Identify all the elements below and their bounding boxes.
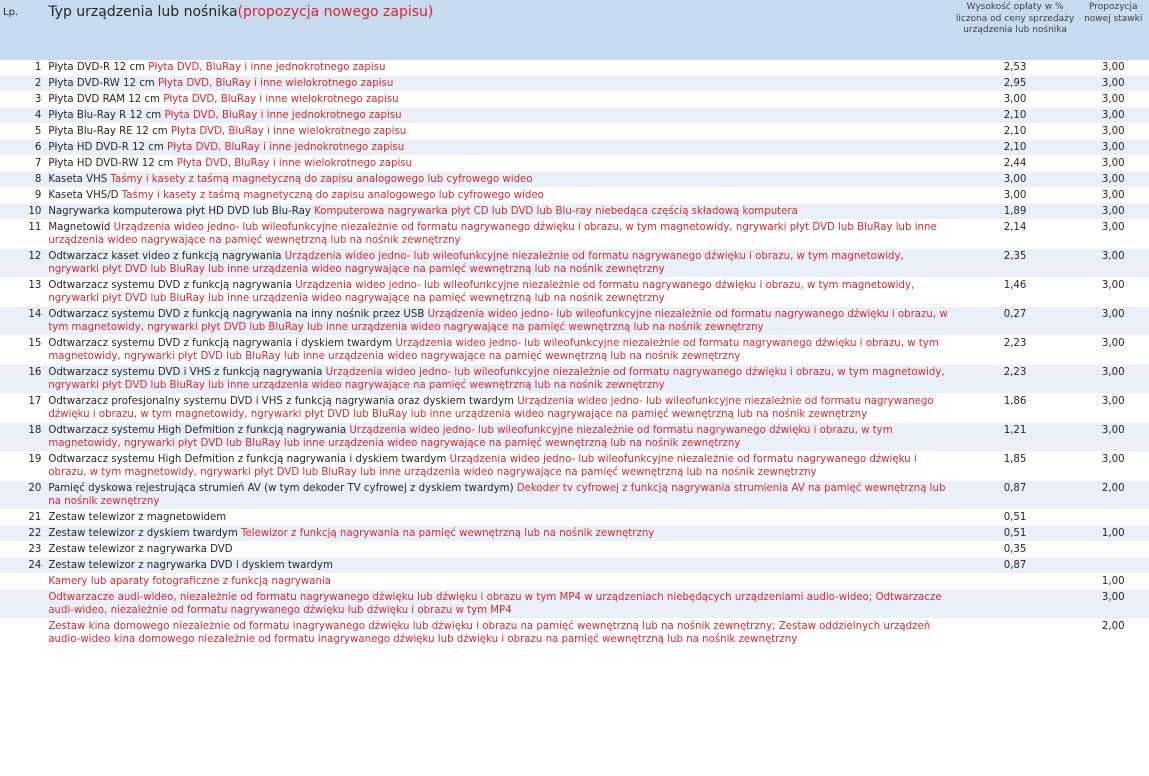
row-lp: 4 — [0, 108, 45, 124]
row-proposal: 3,00 — [1077, 204, 1149, 220]
row-proposal: 3,00 — [1077, 108, 1149, 124]
row-device-name: Zestaw telewizor z magnetowidem — [48, 512, 227, 523]
row-device-name: Odtwarzacz systemu DVD z funkcją nagrywania na inny nośnik przez USB — [48, 309, 428, 320]
row-proposal: 2,00 — [1077, 481, 1149, 510]
row-lp: 18 — [0, 423, 45, 452]
row-lp: 23 — [0, 542, 45, 558]
row-fee: 0,87 — [953, 558, 1078, 574]
row-proposal — [1077, 510, 1149, 526]
row-description — [45, 336, 952, 365]
row-proposal: 3,00 — [1077, 590, 1149, 619]
row-proposal: 3,00 — [1077, 60, 1149, 76]
table-row — [0, 590, 1149, 619]
row-fee: 2,95 — [953, 76, 1078, 92]
table-row — [0, 278, 1149, 307]
table-body — [0, 60, 1149, 648]
row-proposal: 3,00 — [1077, 124, 1149, 140]
row-proposal: 3,00 — [1077, 92, 1149, 108]
row-new-entry-note: Zestaw kina domowego niezależnie od formatu inagrywanego dźwięku lub dźwięku i obrazu na pamięć wewnętrzną lub na nośnik zewnętrzny; Zestaw oddzielnych urządzeń audio-wideo kina domowego niezależnie od formatu inagrywanego dźwięku lub dźwięku i obrazu na pamięć wewnętrzną lub na nośnik zewnętrzny — [48, 621, 931, 645]
table-row — [0, 188, 1149, 204]
row-lp — [0, 619, 45, 648]
row-lp: 3 — [0, 92, 45, 108]
row-lp: 24 — [0, 558, 45, 574]
row-new-entry-note: Urządzenia wideo jedno- lub wileofunkcyjne niezależnie od formatu nagrywanego dźwięku i obrazu, w tym magnetowidy, ngrywarki płyt DVD lub BluRay lub inne urządzenia wideo nagrywające na pamięć wewnętrzną lub na nośnik zewnętrzny — [48, 309, 948, 333]
row-device-name: Odtwarzacz systemu DVD z funkcją nagrywania i dyskiem twardym — [48, 338, 396, 349]
row-proposal: 1,00 — [1077, 574, 1149, 590]
row-new-entry-note: Komputerowa nagrywarka płyt CD lub DVD lub Blu-ray niebedąca częścią składową komputera — [314, 206, 798, 217]
row-description — [45, 156, 952, 172]
table-row — [0, 574, 1149, 590]
row-description — [45, 423, 952, 452]
row-description — [45, 558, 952, 574]
row-fee: 2,10 — [953, 108, 1078, 124]
row-description — [45, 92, 952, 108]
row-proposal: 2,00 — [1077, 619, 1149, 648]
table-row — [0, 542, 1149, 558]
row-fee: 1,89 — [953, 204, 1078, 220]
row-device-name: Kaseta VHS — [48, 174, 111, 185]
row-new-entry-note: Urządzenia wideo jedno- lub wileofunkcyjne niezależnie od formatu nagrywanego dźwięku i obrazu, w tym magnetowidy, ngrywarki płyt DVD lub BluRay lub inne urządzenia wideo nagrywające na pamięć wewnętrzną lub na nośnik zewnętrzny — [48, 251, 904, 275]
row-lp: 9 — [0, 188, 45, 204]
row-new-entry-note: Urządzenia wideo jedno- lub wileofunkcyjne niezależnie od formatu nagrywanego dźwięku i obrazu, w tym magnetowidy, ngrywarki płyt DVD lub BluRay lub inne urządzenia wideo nagrywające na pamięć wewnętrzną lub na nośnik zewnętrzny — [48, 454, 917, 478]
row-description — [45, 452, 952, 481]
row-lp: 13 — [0, 278, 45, 307]
row-description — [45, 365, 952, 394]
row-lp: 21 — [0, 510, 45, 526]
header-title-text: Typ urządzenia lub nośnika — [48, 4, 238, 20]
table-row — [0, 423, 1149, 452]
row-proposal: 1,00 — [1077, 526, 1149, 542]
row-lp: 1 — [0, 60, 45, 76]
row-device-name: Odtwarzacz systemu High Defmition z funkcją nagrywania — [48, 425, 350, 436]
row-fee: 1,85 — [953, 452, 1078, 481]
row-new-entry-note: Odtwarzacze audi-wideo, niezależnie od formatu nagrywanego dźwięku lub dźwięku i obrazu w tym MP4 w urządzeniach niebędących urządzeniami audio-wideo; Odtwarzacze audi-wideo, niezależnie od formatu nagrywanego dźwięku lub dźwięku i obrazu w tym MP4 — [48, 592, 942, 616]
row-lp: 16 — [0, 365, 45, 394]
row-lp: 12 — [0, 249, 45, 278]
row-proposal: 3,00 — [1077, 188, 1149, 204]
row-proposal: 3,00 — [1077, 140, 1149, 156]
row-description — [45, 108, 952, 124]
row-new-entry-note: Urządzenia wideo jedno- lub wileofunkcyjne niezależnie od formatu nagrywanego dźwięku i obrazu, w tym magnetowidy, ngrywarki płyt DVD lub BluRay lub inne urządzenia wideo nagrywające na pamięć wewnętrzną lub na nośnik zewnętrzny — [48, 396, 934, 420]
row-proposal: 3,00 — [1077, 76, 1149, 92]
table-header-row — [0, 0, 1149, 60]
row-device-name: Magnetowid — [48, 222, 114, 233]
row-fee: 3,00 — [953, 188, 1078, 204]
row-lp: 5 — [0, 124, 45, 140]
row-fee: 2,23 — [953, 365, 1078, 394]
row-new-entry-note: Urządzenia wideo jedno- lub wileofunkcyjne niezależnie od formatu nagrywanego dźwięku i obrazu, w tym magnetowidy, ngrywarki płyt DVD lub BluRay lub inne urządzenia wideo nagrywające na pamięć wewnętrzną lub na nośnik zewnętrzny — [48, 425, 893, 449]
row-new-entry-note: Płyta DVD, BluRay i inne jednokrotnego zapisu — [148, 62, 386, 73]
table-row — [0, 220, 1149, 249]
row-lp — [0, 590, 45, 619]
row-new-entry-note: Płyta DVD, BluRay i inne wielokrotnego zapisu — [157, 78, 394, 89]
row-proposal: 3,00 — [1077, 172, 1149, 188]
row-new-entry-note: Płyta DVD, BluRay i inne wielokrotnego zapisu — [170, 126, 407, 137]
table-row — [0, 140, 1149, 156]
row-lp: 19 — [0, 452, 45, 481]
row-lp: 22 — [0, 526, 45, 542]
row-description — [45, 278, 952, 307]
row-lp — [0, 574, 45, 590]
table-row — [0, 619, 1149, 648]
row-fee: 2,23 — [953, 336, 1078, 365]
row-fee: 1,86 — [953, 394, 1078, 423]
row-lp: 6 — [0, 140, 45, 156]
row-lp: 2 — [0, 76, 45, 92]
row-description — [45, 76, 952, 92]
row-description — [45, 204, 952, 220]
row-description — [45, 124, 952, 140]
row-new-entry-note: Taśmy i kasety z taśmą magnetyczną do zapisu analogowego lub cyfrowego wideo — [110, 174, 533, 185]
header-lp: Lp. — [0, 0, 45, 60]
row-description — [45, 481, 952, 510]
table-row — [0, 156, 1149, 172]
row-lp: 8 — [0, 172, 45, 188]
row-new-entry-note: Płyta DVD, BluRay i inne wielokrotnego zapisu — [163, 94, 399, 105]
row-proposal: 3,00 — [1077, 220, 1149, 249]
row-fee: 2,35 — [953, 249, 1078, 278]
row-fee — [953, 590, 1078, 619]
row-lp: 11 — [0, 220, 45, 249]
row-lp: 17 — [0, 394, 45, 423]
row-description — [45, 526, 952, 542]
row-device-name: Zestaw telewizor z nagrywarka DVD — [48, 544, 233, 555]
table-row — [0, 336, 1149, 365]
row-fee: 1,21 — [953, 423, 1078, 452]
row-device-name: Odtwarzacz systemu DVD i VHS z funkcją nagrywania — [48, 367, 326, 378]
row-device-name: Płyta Blu-Ray RE 12 cm — [48, 126, 171, 137]
row-proposal: 3,00 — [1077, 278, 1149, 307]
row-description — [45, 619, 952, 648]
row-device-name: Odtwarzacz systemu High Defmition z funkcją nagrywania i dyskiem twardym — [48, 454, 450, 465]
row-proposal: 3,00 — [1077, 394, 1149, 423]
table-row — [0, 452, 1149, 481]
row-fee — [953, 619, 1078, 648]
row-device-name: Płyta Blu-Ray R 12 cm — [48, 110, 165, 121]
row-device-name: Pamięć dyskowa rejestrująca strumień AV (w tym dekoder TV cyfrowej z dyskiem twardym) — [48, 483, 517, 494]
row-fee: 2,14 — [953, 220, 1078, 249]
row-fee — [953, 574, 1078, 590]
table-row — [0, 249, 1149, 278]
row-proposal — [1077, 542, 1149, 558]
header-title-note: (propozycja nowego zapisu) — [237, 4, 434, 20]
table-row — [0, 526, 1149, 542]
row-fee: 2,10 — [953, 140, 1078, 156]
row-new-entry-note: Dekoder tv cyfrowej z funkcją nagrywania strumienia AV na pamięć wewnętrzną lub na nośnik zewnętrzny — [48, 483, 946, 507]
row-lp: 7 — [0, 156, 45, 172]
header-fee: Wysokość opłaty w % liczona od ceny sprzedaży urządzenia lub nośnika — [953, 0, 1078, 60]
row-device-name: Kaseta VHS/D — [48, 190, 122, 201]
row-proposal: 3,00 — [1077, 249, 1149, 278]
row-fee: 3,00 — [953, 172, 1078, 188]
row-device-name: Odtwarzacz profesjonalny systemu DVD i VHS z funkcją nagrywania oraz dyskiem twardym — [48, 396, 518, 407]
row-description — [45, 510, 952, 526]
row-description — [45, 172, 952, 188]
table-row — [0, 92, 1149, 108]
table-row — [0, 108, 1149, 124]
row-fee: 0,51 — [953, 526, 1078, 542]
row-new-entry-note: Urządzenia wideo jedno- lub wileofunkcyjne niezależnie od formatu nagrywanego dźwięku i obrazu, w tym magnetowidy, ngrywarki płyt DVD lub BluRay lub inne urządzenia wideo nagrywające na pamięć wewnętrzną lub na nośnik zewnętrzny — [48, 367, 945, 391]
row-description — [45, 590, 952, 619]
row-device-name: Płyta HD DVD-RW 12 cm — [48, 158, 177, 169]
table-row — [0, 307, 1149, 336]
row-device-name: Nagrywarka komputerowa płyt HD DVD lub Blu-Ray — [48, 206, 315, 217]
row-proposal: 3,00 — [1077, 336, 1149, 365]
table-row — [0, 394, 1149, 423]
row-device-name: Zestaw telewizor z dyskiem twardym — [48, 528, 241, 539]
row-new-entry-note: Płyta DVD, BluRay i inne wielokrotnego zapisu — [176, 158, 413, 169]
row-description — [45, 574, 952, 590]
row-description — [45, 220, 952, 249]
row-device-name: Odtwarzacz kaset video z funkcją nagrywania — [48, 251, 285, 262]
row-proposal: 3,00 — [1077, 452, 1149, 481]
row-fee: 0,35 — [953, 542, 1078, 558]
header-title — [45, 0, 952, 60]
row-description — [45, 140, 952, 156]
row-lp: 15 — [0, 336, 45, 365]
row-new-entry-note: Kamery lub aparaty fotograficzne z funkcją nagrywania — [48, 576, 332, 587]
row-description — [45, 394, 952, 423]
row-proposal: 3,00 — [1077, 423, 1149, 452]
table-row — [0, 481, 1149, 510]
row-proposal: 3,00 — [1077, 307, 1149, 336]
row-description — [45, 188, 952, 204]
row-proposal: 3,00 — [1077, 365, 1149, 394]
table-row — [0, 76, 1149, 92]
row-new-entry-note: Płyta DVD, BluRay i inne jednokrotnego zapisu — [164, 110, 402, 121]
row-new-entry-note: Telewizor z funkcją nagrywania na pamięć wewnętrzną lub na nośnik zewnętrzny — [241, 528, 655, 539]
row-description — [45, 60, 952, 76]
row-fee: 2,53 — [953, 60, 1078, 76]
row-device-name: Płyta HD DVD-R 12 cm — [48, 142, 168, 153]
table-row — [0, 204, 1149, 220]
row-new-entry-note: Taśmy i kasety z taśmą magnetyczną do zapisu analogowego lub cyfrowego wideo — [121, 190, 544, 201]
row-fee: 0,51 — [953, 510, 1078, 526]
row-lp: 10 — [0, 204, 45, 220]
table-row — [0, 172, 1149, 188]
row-device-name: Płyta DVD RAM 12 cm — [48, 94, 164, 105]
row-device-name: Zestaw telewizor z nagrywarka DVD i dyskiem twardym — [48, 560, 333, 571]
row-description — [45, 307, 952, 336]
header-proposal: Propozycja nowej stawki — [1077, 0, 1149, 60]
table-row — [0, 60, 1149, 76]
table-row — [0, 558, 1149, 574]
row-lp: 20 — [0, 481, 45, 510]
row-new-entry-note: Urządzenia wideo jedno- lub wileofunkcyjne niezależnie od formatu nagrywanego dźwięku i obrazu, w tym magnetowidy, ngrywarki płyt DVD lub BluRay lub inne urządzenia wideo nagrywające na pamięć wewnętrzną lub na nośnik zewnętrzny — [48, 338, 939, 362]
row-new-entry-note: Urządzenia wideo jedno- lub wileofunkcyjne niezależnie od formatu nagrywanego dźwięku i obrazu, w tym magnetowidy, ngrywarki płyt DVD lub BluRay lub inne urządzenia wideo nagrywające na pamięć wewnętrzną lub na nośnik zewnętrzny — [48, 280, 915, 304]
row-new-entry-note: Urządzenia wideo jedno- lub wileofunkcyjne niezależnie od formatu nagrywanego dźwięku i obrazu, w tym magnetowidy, ngrywarki płyt DVD lub BluRay lub inne urządzenia wideo nagrywające na pamięć wewnętrzną lub na nośnik zewnętrzny — [48, 222, 937, 246]
table-row — [0, 365, 1149, 394]
row-fee: 0,27 — [953, 307, 1078, 336]
row-fee: 3,00 — [953, 92, 1078, 108]
row-device-name: Płyta DVD-RW 12 cm — [48, 78, 158, 89]
row-description — [45, 249, 952, 278]
row-fee: 2,44 — [953, 156, 1078, 172]
table-row — [0, 124, 1149, 140]
table-row — [0, 510, 1149, 526]
row-lp: 14 — [0, 307, 45, 336]
row-fee: 2,10 — [953, 124, 1078, 140]
row-proposal — [1077, 558, 1149, 574]
row-fee: 1,46 — [953, 278, 1078, 307]
row-proposal: 3,00 — [1077, 156, 1149, 172]
row-description — [45, 542, 952, 558]
row-device-name: Płyta DVD-R 12 cm — [48, 62, 149, 73]
row-new-entry-note: Płyta DVD, BluRay i inne jednokrotnego zapisu — [167, 142, 405, 153]
row-fee: 0,87 — [953, 481, 1078, 510]
row-device-name: Odtwarzacz systemu DVD z funkcją nagrywania — [48, 280, 296, 291]
